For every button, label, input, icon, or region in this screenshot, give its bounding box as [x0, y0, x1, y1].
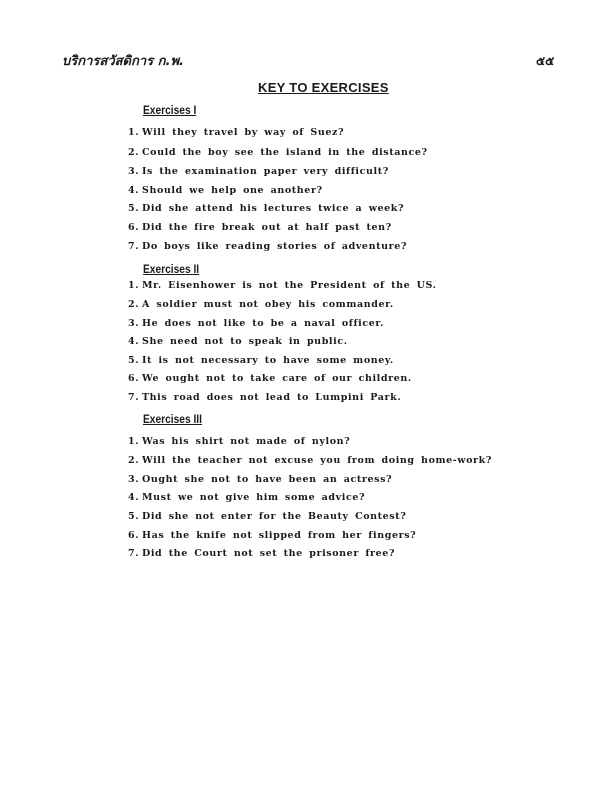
list-item [128, 511, 406, 522]
list-item [128, 280, 437, 291]
list-item [128, 373, 412, 384]
list-item [128, 474, 392, 485]
item-text: This road does not lead to Lumpini Park. [142, 392, 402, 403]
item-number: 2. [128, 455, 140, 466]
item-number: 2. [128, 147, 140, 158]
list-item [128, 222, 392, 233]
item-text: Did the fire break out at half past ten? [142, 222, 392, 233]
item-text: It is not necessary to have some money. [142, 355, 394, 366]
list-item [128, 355, 394, 366]
item-text: Is the examination paper very difficult? [142, 166, 389, 177]
item-text: A soldier must not obey his commander. [142, 299, 394, 310]
list-item [128, 203, 404, 214]
list-item [128, 336, 348, 347]
list-item [128, 147, 428, 158]
item-text: Did the Court not set the prisoner free? [142, 548, 396, 559]
item-number: 2. [128, 299, 140, 310]
item-number: 1. [128, 280, 140, 291]
item-number: 5. [128, 511, 140, 522]
item-number: 1. [128, 436, 140, 447]
item-number: 4. [128, 336, 140, 347]
item-number: 6. [128, 222, 140, 233]
list-item [128, 299, 394, 310]
list-item [128, 548, 395, 559]
item-text: He does not like to be a naval officer. [142, 318, 385, 329]
page-title: KEY TO EXERCISES [258, 80, 389, 95]
list-item [128, 392, 401, 403]
list-item [128, 127, 344, 138]
item-number: 3. [128, 318, 140, 329]
item-number: 3. [128, 166, 140, 177]
item-number: 5. [128, 355, 140, 366]
item-number: 4. [128, 492, 140, 503]
list-item [128, 436, 350, 447]
item-number: 3. [128, 474, 140, 485]
section-heading-exercises-1: Exercises I [143, 103, 197, 117]
item-text: Will they travel by way of Suez? [142, 127, 345, 138]
section-heading-exercises-2: Exercises II [143, 262, 200, 276]
list-item [128, 530, 416, 541]
item-number: 5. [128, 203, 140, 214]
item-text: Should we help one another? [142, 185, 323, 196]
list-item [128, 241, 407, 252]
item-text: Did she attend his lectures twice a week? [142, 203, 405, 214]
item-text: Do boys like reading stories of adventure? [142, 241, 407, 252]
page-number: ๕๕ [536, 54, 555, 68]
item-text: Did she not enter for the Beauty Contest? [142, 511, 407, 522]
item-number: 1. [128, 127, 140, 138]
list-item [128, 455, 492, 466]
item-number: 7. [128, 548, 140, 559]
item-text: Must we not give him some advice? [142, 492, 366, 503]
item-number: 4. [128, 185, 140, 196]
item-text: We ought not to take care of our children. [142, 373, 412, 384]
list-item [128, 492, 365, 503]
item-number: 7. [128, 392, 140, 403]
item-text: Ought she not to have been an actress? [142, 474, 393, 485]
item-text: Has the knife not slipped from her fingers? [142, 530, 417, 541]
item-text: She need not to speak in public. [142, 336, 348, 347]
header-publisher: บริการสวัสดิการ ก.พ. [62, 54, 184, 69]
item-text: Will the teacher not excuse you from doing home-work? [142, 455, 493, 466]
list-item [128, 318, 384, 329]
list-item [128, 166, 389, 177]
section-heading-exercises-3: Exercises III [143, 412, 202, 426]
item-text: Could the boy see the island in the distance? [142, 147, 428, 158]
item-number: 7. [128, 241, 140, 252]
item-text: Was his shirt not made of nylon? [142, 436, 351, 447]
item-text: Mr. Eisenhower is not the President of the US. [142, 280, 437, 291]
list-item [128, 185, 323, 196]
item-number: 6. [128, 530, 140, 541]
item-number: 6. [128, 373, 140, 384]
